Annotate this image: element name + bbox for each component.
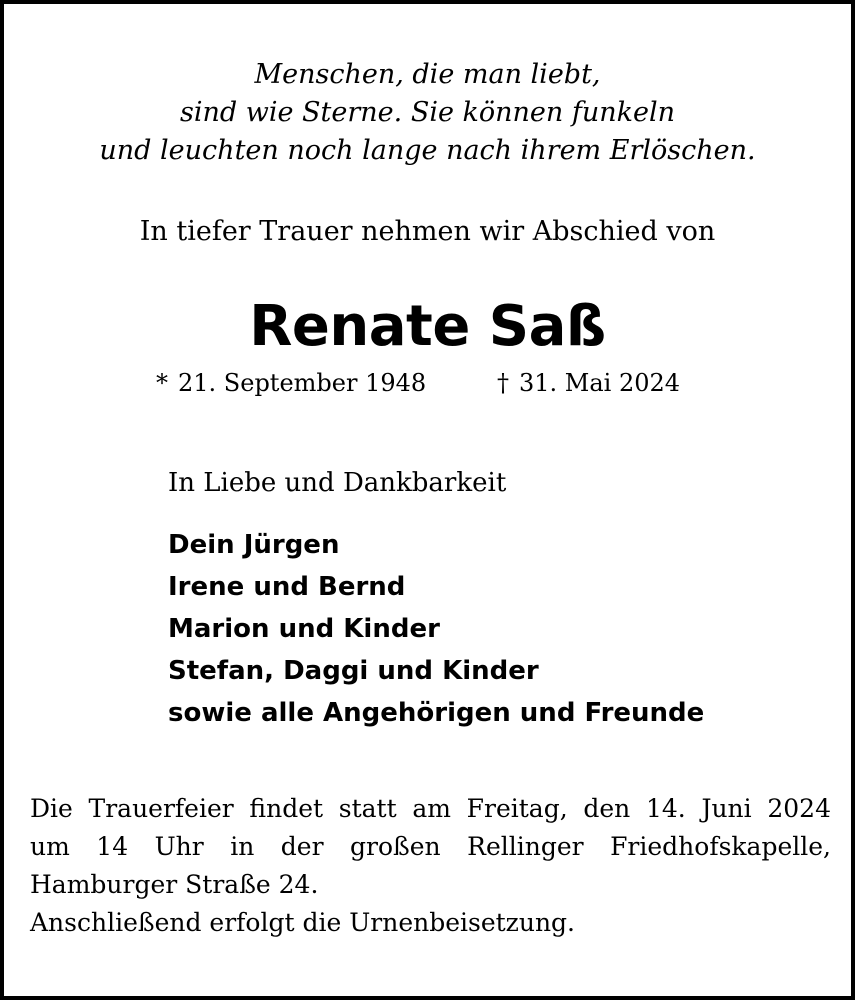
poem xyxy=(4,56,851,170)
word: Friedhofskapelle, xyxy=(610,832,831,861)
word: Uhr xyxy=(154,832,204,861)
mourner: Irene und Bernd xyxy=(168,572,406,602)
mourners-list xyxy=(168,524,704,734)
birth-info xyxy=(156,366,426,400)
mourner: Dein Jürgen xyxy=(168,530,340,560)
word: statt xyxy=(338,794,397,823)
deceased-name: Renate Saß xyxy=(249,294,606,359)
word: am xyxy=(412,794,451,823)
service-notice xyxy=(30,790,831,942)
service-line-2 xyxy=(30,828,831,866)
word: Rellinger xyxy=(467,832,584,861)
poem-line: Menschen, die man liebt, xyxy=(254,59,601,90)
word: in xyxy=(230,832,255,861)
service-line-1 xyxy=(30,790,831,828)
mourner: Marion und Kinder xyxy=(168,614,440,644)
word: 2024 xyxy=(767,794,831,823)
word: der xyxy=(280,832,324,861)
farewell-intro: In tiefer Trauer nehmen wir Abschied von xyxy=(139,216,716,247)
word: Trauerfeier xyxy=(88,794,234,823)
death-date: 31. Mai 2024 xyxy=(519,369,681,397)
death-info xyxy=(497,366,680,400)
death-symbol: † xyxy=(497,369,509,397)
closing-phrase: In Liebe und Dankbarkeit xyxy=(168,468,507,498)
mourner: sowie alle Angehörigen und Freunde xyxy=(168,698,705,728)
word: den xyxy=(583,794,631,823)
service-urn-burial: Anschließend erfolgt die Urnenbeisetzung. xyxy=(30,908,576,937)
poem-line: sind wie Sterne. Sie können funkeln xyxy=(180,97,675,128)
word: findet xyxy=(249,794,324,823)
service-address: Hamburger Straße 24. xyxy=(30,870,319,899)
word: Die xyxy=(30,794,73,823)
poem-line: und leuchten noch lange nach ihrem Erlöschen. xyxy=(99,135,756,166)
mourner: Stefan, Daggi und Kinder xyxy=(168,656,539,686)
birth-date: 21. September 1948 xyxy=(178,369,427,397)
word: großen xyxy=(350,832,441,861)
birth-symbol: * xyxy=(156,369,168,397)
word: um xyxy=(30,832,70,861)
word: 14. xyxy=(645,794,686,823)
word: Juni xyxy=(701,794,752,823)
word: Freitag, xyxy=(466,794,568,823)
word: 14 xyxy=(96,832,129,861)
